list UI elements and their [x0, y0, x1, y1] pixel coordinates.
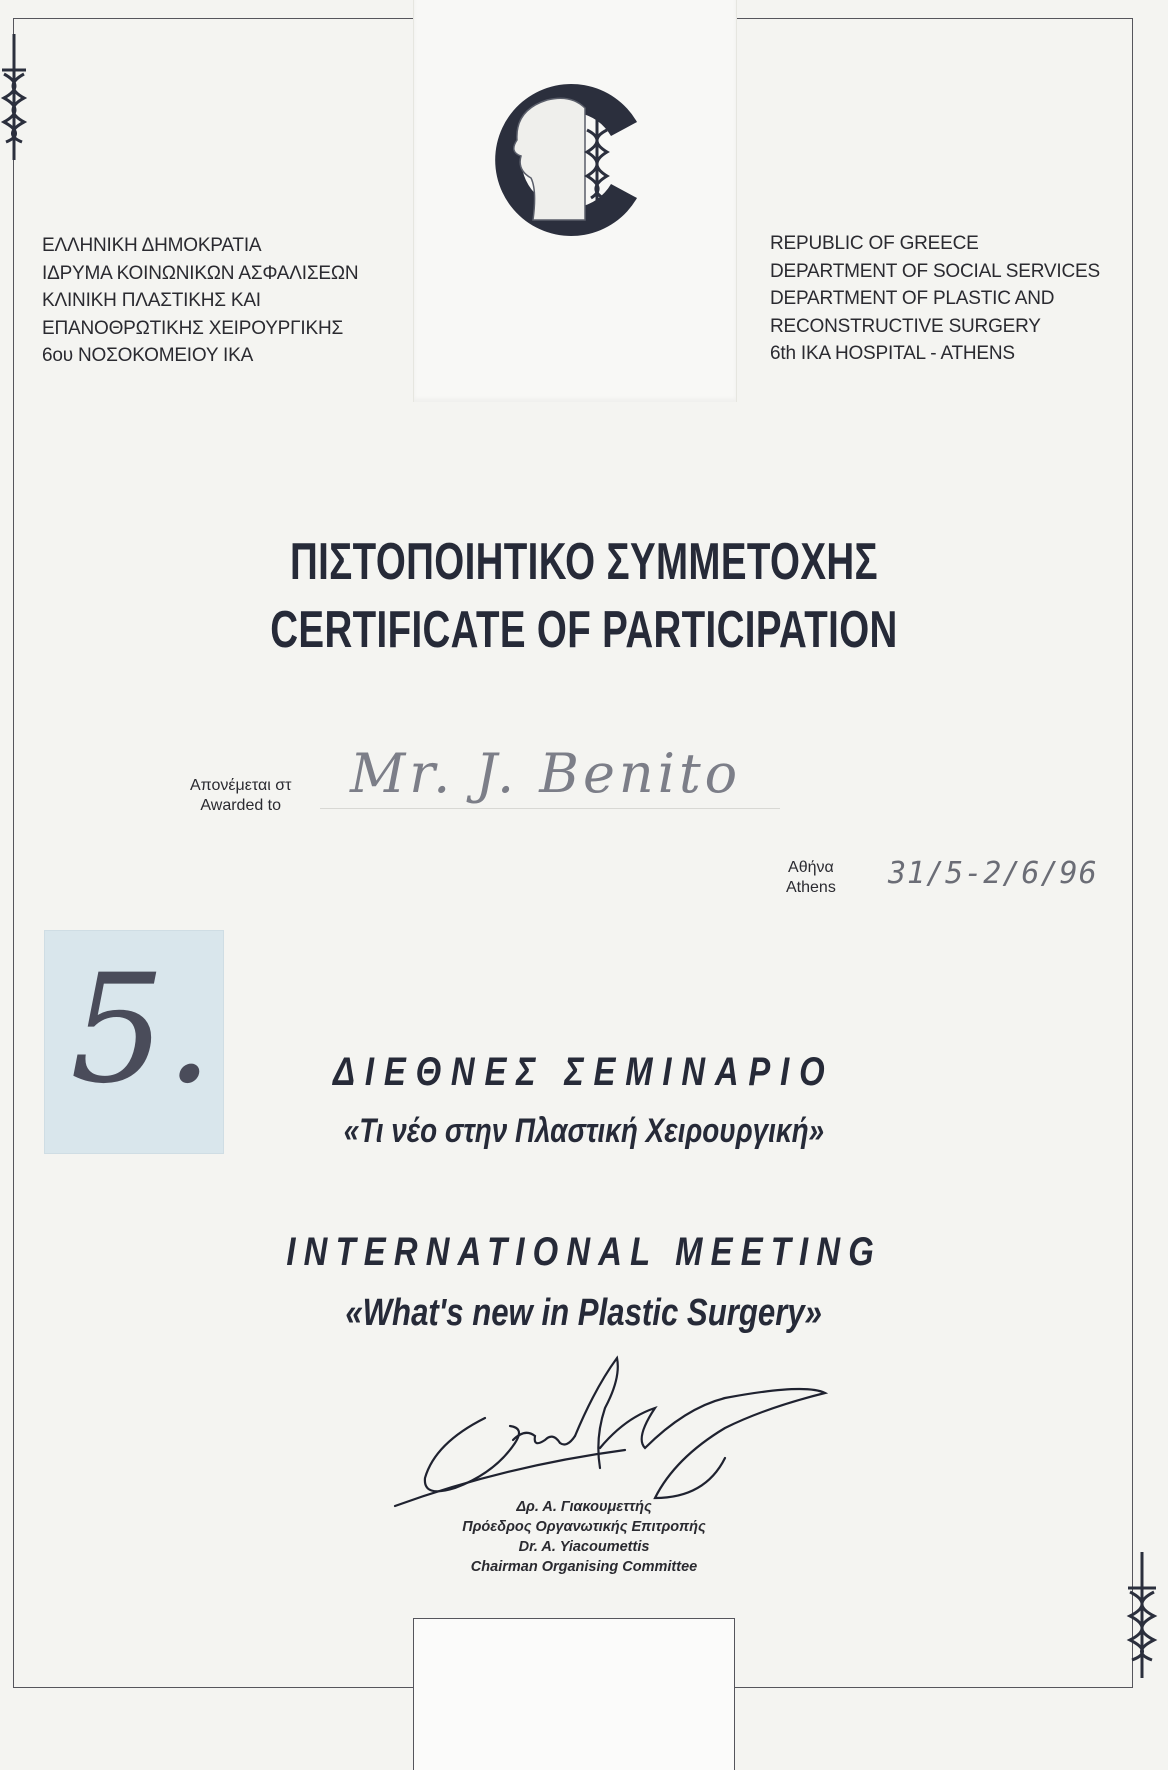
certificate-title-english	[0, 598, 1168, 662]
signatory-role-greek: Πρόεδρος Οργανωτικής Επιτροπής	[462, 1519, 706, 1535]
awardee-name: Mr. J. Benito	[350, 742, 742, 805]
header-line: 6th IKA HOSPITAL - ATHENS	[770, 343, 1015, 364]
meeting-title-english	[0, 1292, 1168, 1335]
header-english	[770, 230, 1100, 368]
meeting-name-greek	[0, 1050, 1168, 1095]
bottom-tab	[413, 1618, 735, 1770]
note-number: 5.	[70, 943, 214, 1117]
signatory-name-english: Dr. A. Yiacoumettis	[518, 1539, 650, 1555]
caduceus-icon	[0, 30, 40, 170]
meeting-name-english	[0, 1230, 1168, 1275]
certificate-title-greek	[0, 530, 1168, 594]
meeting-text: ΔΙΕΘΝΕΣ ΣΕΜΙΝΑΡΙΟ	[333, 1050, 835, 1094]
header-line: ΕΠΑΝΟΘΡΩΤΙΚΗΣ ΧΕΙΡΟΥΡΓΙΚΗΣ	[42, 317, 344, 339]
meeting-text: INTERNATIONAL MEETING	[286, 1230, 882, 1274]
header-line: ΕΛΛΗΝΙΚΗ ΔΗΜΟΚΡΑΤΙΑ	[42, 235, 262, 256]
header-line: DEPARTMENT OF PLASTIC AND	[770, 288, 1055, 309]
awarded-to-label	[190, 776, 291, 816]
meeting-text: «What's new in Plastic Surgery»	[345, 1292, 823, 1334]
place-label	[786, 858, 836, 898]
name-line	[320, 808, 780, 809]
header-line: 6ου ΝΟΣΟΚΟΜΕΙΟΥ ΙΚΑ	[42, 345, 254, 366]
awarded-to-english: Awarded to	[200, 797, 282, 814]
meeting-text: «Τι νέο στην Πλαστική Χειρουργική»	[343, 1112, 825, 1150]
header-line: REPUBLIC OF GREECE	[770, 233, 979, 254]
title-text: CERTIFICATE OF PARTICIPATION	[270, 601, 898, 659]
meeting-title-greek	[0, 1112, 1168, 1151]
awarded-to-greek: Απονέμεται στ	[190, 777, 292, 794]
header-line: ΚΛΙΝΙΚΗ ΠΛΑΣΤΙΚΗΣ ΚΑΙ	[42, 290, 261, 311]
event-date: 31/5-2/6/96	[888, 856, 1098, 891]
hospital-logo-icon	[487, 70, 667, 250]
handwritten-signature	[385, 1348, 835, 1513]
title-text: ΠΙΣΤΟΠΟΙΗΤΙΚΟ ΣΥΜΜΕΤΟΧΗΣ	[289, 533, 879, 591]
signatory-name-greek: Δρ. Α. Γιακουμεττής	[516, 1499, 652, 1515]
header-line: ΙΔΡΥΜΑ ΚΟΙΝΩΝΙΚΩΝ ΑΣΦΑΛΙΣΕΩΝ	[42, 262, 359, 284]
place-greek: Αθήνα	[788, 859, 834, 876]
signatory-role-english: Chairman Organising Committee	[470, 1559, 698, 1575]
header-line: DEPARTMENT OF SOCIAL SERVICES	[770, 260, 1100, 282]
signatory-block	[0, 1497, 1168, 1577]
header-line: RECONSTRUCTIVE SURGERY	[770, 315, 1041, 337]
place-english: Athens	[786, 879, 836, 896]
header-greek	[42, 232, 358, 370]
